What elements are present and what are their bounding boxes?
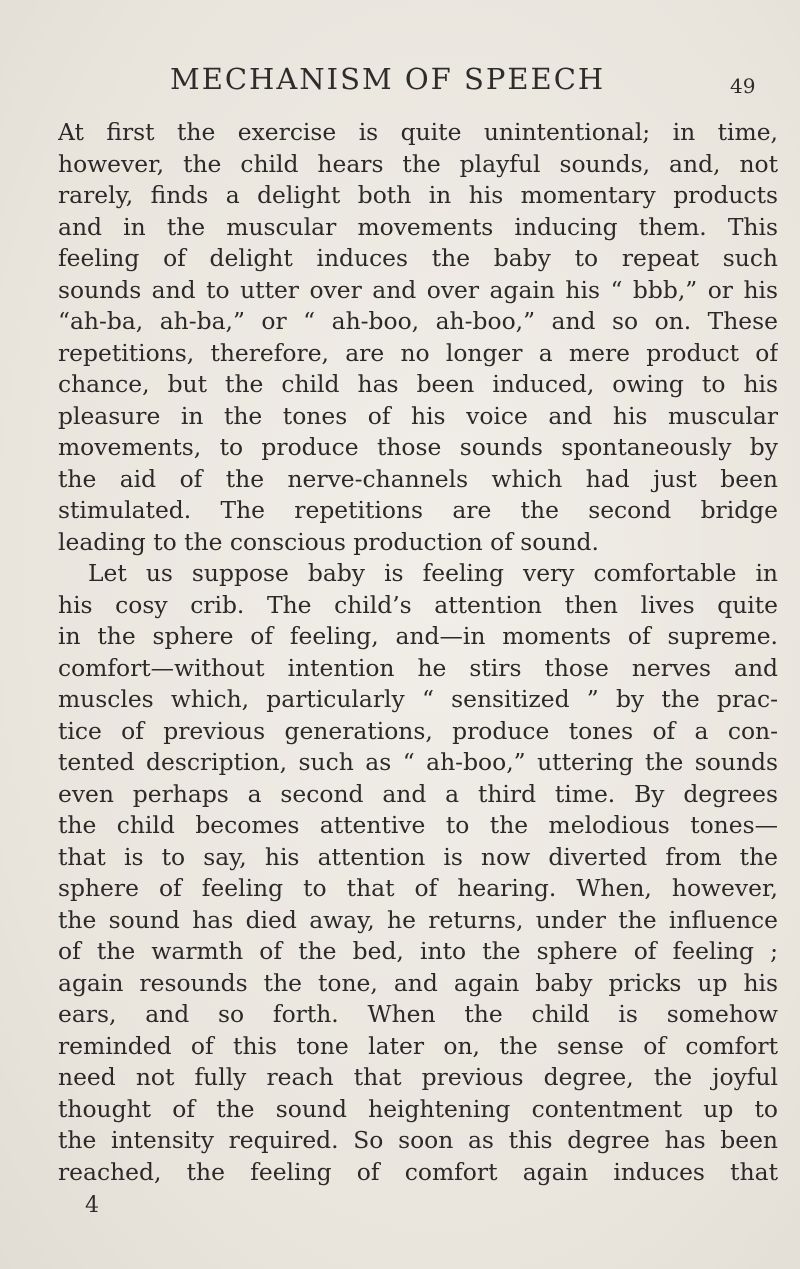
text-line: ears, and so forth. When the child is somehow <box>58 1000 778 1028</box>
text-line: need not fully reach that previous degree, the joyful <box>58 1063 778 1091</box>
text-line: “ah-ba, ah-ba,” or “ ah-boo, ah-boo,” and so on. These <box>58 307 778 335</box>
text-line: reminded of this tone later on, the sense of comfort <box>58 1031 778 1060</box>
text-line: chance, but the child has been induced, owing to his <box>58 370 778 398</box>
text-line: again resounds the tone, and again baby pricks up his <box>58 968 778 997</box>
text-line: reached, the feeling of comfort again induces that <box>58 1157 778 1186</box>
text-line: tice of previous generations, produce tones of a con- <box>58 716 778 745</box>
text-line: tented description, such as “ ah-boo,” uttering the sounds <box>58 748 778 776</box>
text-line: pleasure in the tones of his voice and his muscular <box>58 401 778 430</box>
text-line: of the warmth of the bed, into the sphere of feeling ; <box>58 937 778 965</box>
text-line: and in the muscular movements inducing them. This <box>58 212 778 241</box>
body-text <box>58 117 778 1188</box>
text-line: thought of the sound heightening contentment up to <box>58 1094 778 1123</box>
text-line: even perhaps a second and a third time. By degrees <box>58 779 778 808</box>
text-line: the child becomes attentive to the melodious tones— <box>58 811 778 839</box>
text-line: muscles which, particularly “ sensitized ” by the prac- <box>58 685 778 713</box>
text-line: in the sphere of feeling, and—in moments of supreme. <box>58 622 778 650</box>
text-line: that is to say, his attention is now diverted from the <box>58 842 778 871</box>
text-line: Let us suppose baby is feeling very comfortable in <box>88 559 778 587</box>
text-line: the aid of the nerve-channels which had just been <box>58 464 778 493</box>
text-line: the sound has died away, he returns, under the influence <box>58 905 778 934</box>
text-line: rarely, finds a delight both in his momentary products <box>58 181 778 209</box>
text-line: sounds and to utter over and over again his “ bbb,” or his <box>58 275 778 304</box>
text-line: sphere of feeling to that of hearing. When, however, <box>58 874 778 902</box>
text-line: his cosy crib. The child’s attention then lives quite <box>58 590 778 619</box>
page-number: 49 <box>730 74 756 98</box>
text-line: repetitions, therefore, are no longer a mere product of <box>58 338 778 367</box>
signature-mark: 4 <box>85 1193 99 1218</box>
paragraph-2 <box>58 558 778 1188</box>
text-line: stimulated. The repetitions are the second bridge <box>58 496 778 524</box>
text-line: comfort—without intention he stirs those nerves and <box>58 653 778 682</box>
running-head-title: MECHANISM OF SPEECH <box>170 62 606 96</box>
text-line: movements, to produce those sounds spontaneously by <box>58 433 778 461</box>
text-line: feeling of delight induces the baby to repeat such <box>58 244 778 272</box>
text-line: leading to the conscious production of sound. <box>58 527 599 556</box>
paragraph-1 <box>58 117 778 558</box>
text-line: At first the exercise is quite unintentional; in time, <box>58 118 778 146</box>
text-line: the intensity required. So soon as this degree has been <box>58 1126 778 1154</box>
text-line: however, the child hears the playful sounds, and, not <box>58 149 778 178</box>
